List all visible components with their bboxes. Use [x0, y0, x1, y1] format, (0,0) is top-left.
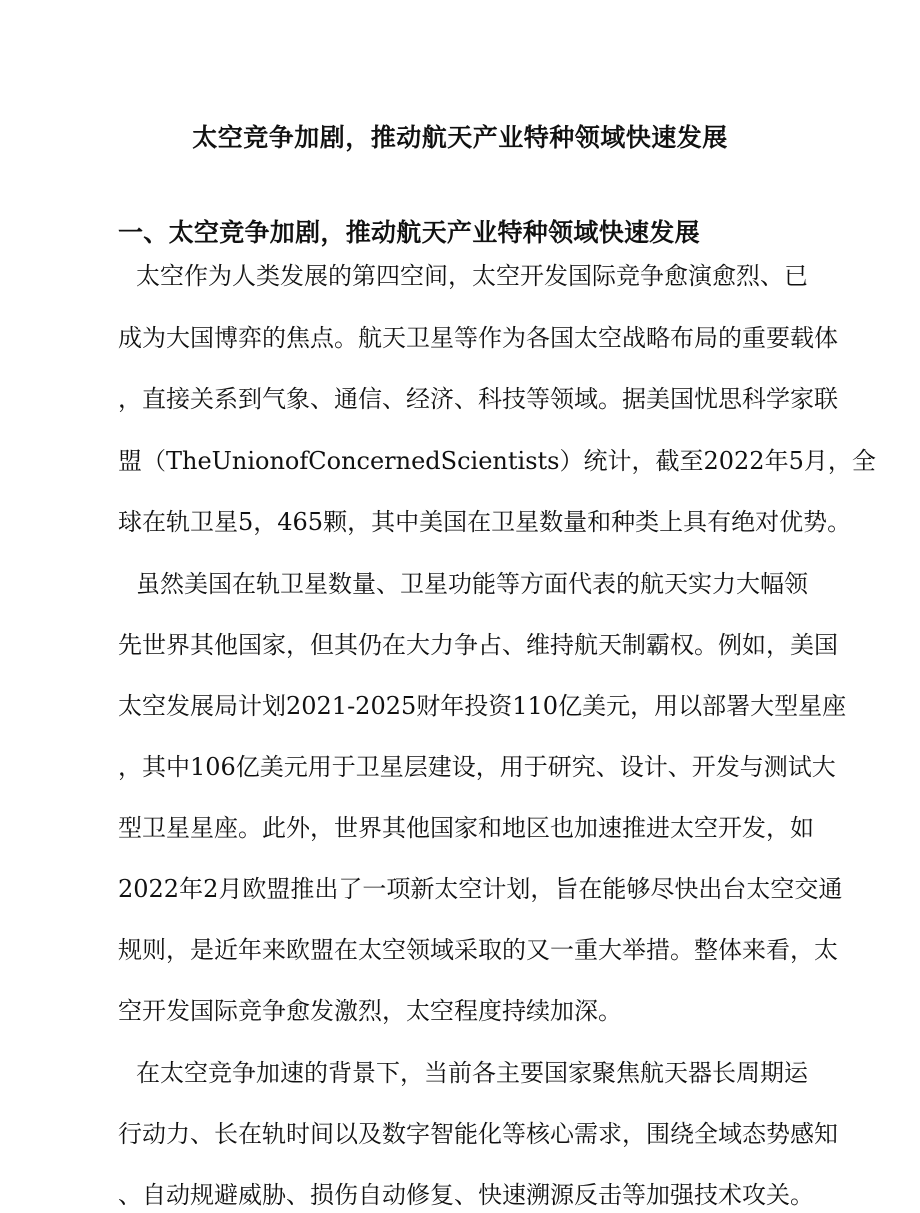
- paragraph-line: 成为大国博弈的焦点。航天卫星等作为各国太空战略布局的重要载体: [118, 324, 838, 352]
- paragraph-line: 、自动规避威胁、损伤自动修复、快速溯源反击等加强技术攻关。: [118, 1181, 814, 1209]
- paragraph-line: 先世界其他国家，但其仍在大力争占、维持航天制霸权。例如，美国: [118, 631, 838, 659]
- paragraph-line: ，其中106亿美元用于卫星层建设，用于研究、设计、开发与测试大: [118, 753, 836, 781]
- section-heading: 一、太空竞争加剧，推动航天产业特种领域快速发展: [118, 218, 700, 247]
- paragraph-line: 行动力、长在轨时间以及数字智能化等核心需求，围绕全域态势感知: [118, 1120, 838, 1148]
- paragraph-line: ，直接关系到气象、通信、经济、科技等领域。据美国忧思科学家联: [118, 385, 838, 413]
- paragraph-line: 在太空竞争加速的背景下，当前各主要国家聚焦航天器长周期运: [136, 1059, 808, 1087]
- paragraph-line: 太空作为人类发展的第四空间，太空开发国际竞争愈演愈烈、已: [136, 262, 808, 290]
- paragraph-line: 空开发国际竞争愈发激烈，太空程度持续加深。: [118, 997, 622, 1025]
- paragraph-line: 虽然美国在轨卫星数量、卫星功能等方面代表的航天实力大幅领: [136, 570, 808, 598]
- document-title: 太空竞争加剧，推动航天产业特种领域快速发展: [192, 123, 728, 152]
- paragraph-line: 太空发展局计划2021-2025财年投资110亿美元，用以部署大型星座: [118, 692, 847, 720]
- paragraph-line: 2022年2月欧盟推出了一项新太空计划，旨在能够尽快出台太空交通: [118, 875, 843, 903]
- paragraph-line: 规则，是近年来欧盟在太空领域采取的又一重大举措。整体来看，太: [118, 936, 838, 964]
- paragraph-line: 球在轨卫星5，465颗，其中美国在卫星数量和种类上具有绝对优势。: [118, 508, 852, 536]
- paragraph-line: 型卫星星座。此外，世界其他国家和地区也加速推进太空开发，如: [118, 814, 814, 842]
- paragraph-line: 盟（TheUnionofConcernedScientists）统计，截至2022年5月，全: [118, 447, 876, 475]
